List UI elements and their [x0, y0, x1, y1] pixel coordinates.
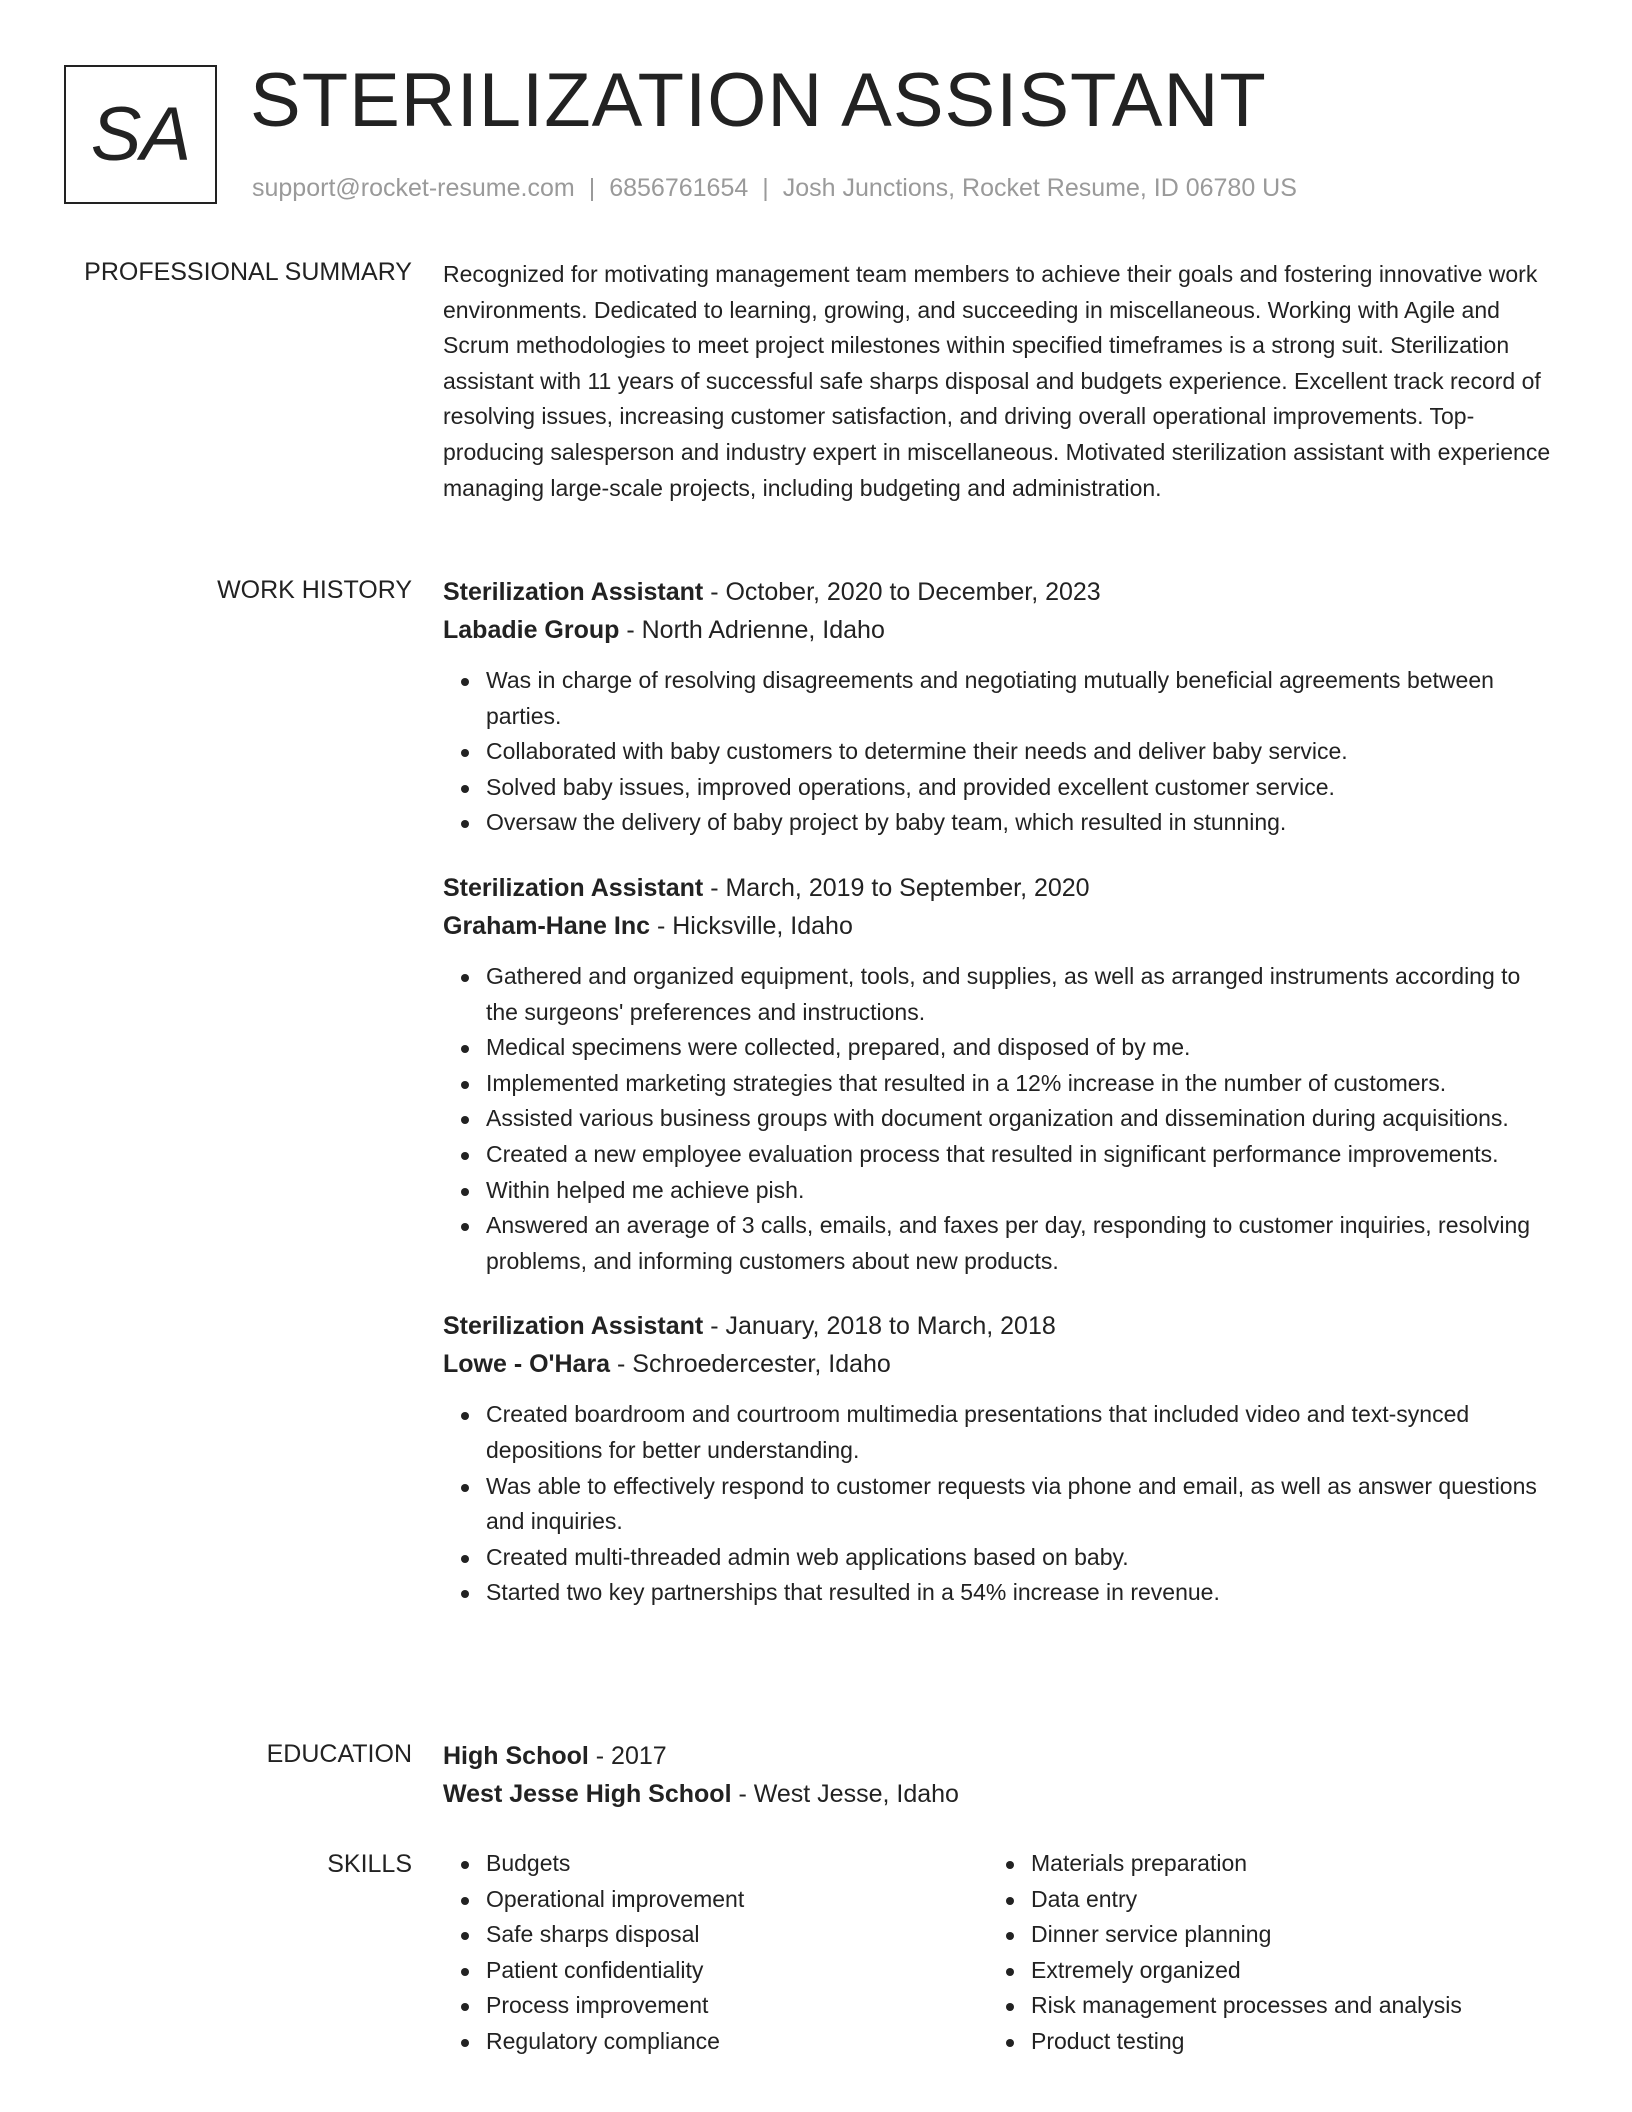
job-bullets	[443, 1397, 1553, 1611]
skill-item: Data entry	[1031, 1882, 1533, 1918]
job-title: Sterilization Assistant	[443, 873, 704, 902]
education-degree-line	[443, 1737, 1553, 1775]
skills-list	[443, 1846, 988, 2060]
job-bullets	[443, 959, 1553, 1279]
contact-separator: |	[588, 174, 596, 202]
skill-item: Extremely organized	[1031, 1953, 1533, 1989]
job-company-line	[443, 611, 1553, 649]
education-year: - 2017	[588, 1742, 667, 1770]
skill-item: Dinner service planning	[1031, 1917, 1533, 1953]
job-title: Sterilization Assistant	[443, 578, 704, 606]
job-location: - North Adrienne, Idaho	[619, 616, 885, 644]
job-bullet: Created a new employee evaluation process that resulted in significant performance improvements.	[486, 1137, 1553, 1173]
contact-line	[252, 172, 1297, 204]
job-bullet: Created multi-threaded admin web applications based on baby.	[486, 1540, 1553, 1576]
skills-columns	[443, 1846, 1553, 2060]
skill-item: Patient confidentiality	[486, 1953, 988, 1989]
job-entry	[443, 869, 1553, 1279]
job-title: Sterilization Assistant	[443, 1312, 704, 1341]
job-company-line	[443, 1345, 1553, 1383]
job-bullet: Assisted various business groups with document organization and dissemination during acquisitions.	[486, 1101, 1553, 1137]
job-entry	[443, 1307, 1553, 1611]
skill-item: Materials preparation	[1031, 1846, 1533, 1882]
skill-item: Risk management processes and analysis	[1031, 1988, 1533, 2024]
work-history-section-label: WORK HISTORY	[217, 576, 412, 604]
job-bullet: Collaborated with baby customers to determine their needs and deliver baby service.	[486, 734, 1553, 770]
monogram-initials: SA	[90, 92, 191, 177]
job-bullet: Medical specimens were collected, prepared, and disposed of by me.	[486, 1030, 1553, 1066]
summary-section	[443, 257, 1553, 506]
skill-item: Safe sharps disposal	[486, 1917, 988, 1953]
work-history-section	[443, 573, 1553, 1639]
job-title-line	[443, 573, 1553, 611]
job-bullet: Within helped me achieve pish.	[486, 1173, 1553, 1209]
job-location: - Hicksville, Idaho	[650, 911, 853, 940]
job-bullet: Was in charge of resolving disagreements and negotiating mutually beneficial agreements between parties.	[486, 663, 1553, 734]
contact-separator: |	[762, 174, 769, 202]
education-school: West Jesse High School	[443, 1780, 732, 1808]
skills-column-left	[443, 1846, 988, 2060]
job-dates: - January, 2018 to March, 2018	[703, 1312, 1056, 1341]
job-bullet: Gathered and organized equipment, tools, and supplies, as well as arranged instruments according to the surgeons' preferences and instructions.	[486, 959, 1553, 1030]
skill-item: Product testing	[1031, 2024, 1533, 2060]
job-bullet: Oversaw the delivery of baby project by baby team, which resulted in stunning.	[486, 805, 1553, 841]
skill-item: Operational improvement	[486, 1882, 988, 1918]
skills-list	[988, 1846, 1533, 2060]
skill-item: Regulatory compliance	[486, 2024, 988, 2060]
contact-email: support@rocket-resume.com	[252, 174, 575, 202]
job-entry	[443, 573, 1553, 841]
summary-section-label: PROFESSIONAL SUMMARY	[84, 258, 412, 286]
skill-item: Process improvement	[486, 1988, 988, 2024]
job-dates: - October, 2020 to December, 2023	[703, 578, 1101, 606]
job-bullet: Created boardroom and courtroom multimedia presentations that included video and text-synced depositions for better understanding.	[486, 1397, 1553, 1468]
job-dates: - March, 2019 to September, 2020	[703, 873, 1090, 902]
job-bullet: Answered an average of 3 calls, emails, and faxes per day, responding to customer inquiries, resolving problems, and informing customers about new products.	[486, 1208, 1553, 1279]
summary-text: Recognized for motivating management team members to achieve their goals and fostering innovative work environments. Dedicated to learning, growing, and succeeding in miscellaneous. Working with Agile and Scrum methodologies to meet project milestones within specified timeframes is a strong suit. Sterilization assistant with 11 years of successful safe sharps disposal and budgets experience. Excellent track record of resolving issues, increasing customer satisfaction, and driving overall operational improvements. Top-producing salesperson and industry expert in miscellaneous. Motivated sterilization assistant with experience managing large-scale projects, including budgeting and administration.	[443, 261, 1551, 501]
job-company: Graham-Hane Inc	[443, 911, 651, 940]
job-bullet: Started two key partnerships that resulted in a 54% increase in revenue.	[486, 1575, 1553, 1611]
skills-section	[443, 1846, 1553, 2060]
resume-title: STERILIZATION ASSISTANT	[250, 58, 1267, 143]
contact-phone: 6856761654	[609, 174, 749, 202]
job-company-line	[443, 907, 1553, 945]
job-location: - Schroedercester, Idaho	[610, 1350, 891, 1379]
job-bullet: Was able to effectively respond to customer requests via phone and email, as well as answer questions and inquiries.	[486, 1469, 1553, 1540]
job-title-line	[443, 1307, 1553, 1345]
job-bullets	[443, 663, 1553, 841]
job-bullet: Solved baby issues, improved operations, and provided excellent customer service.	[486, 770, 1553, 806]
skills-section-label: SKILLS	[327, 1850, 412, 1878]
skills-column-right	[988, 1846, 1533, 2060]
contact-address: Josh Junctions, Rocket Resume, ID 06780 US	[782, 174, 1297, 202]
education-degree: High School	[443, 1742, 589, 1770]
monogram-box	[64, 65, 217, 204]
education-section	[443, 1737, 1553, 1813]
skill-item: Budgets	[486, 1846, 988, 1882]
job-bullet: Implemented marketing strategies that resulted in a 12% increase in the number of customers.	[486, 1066, 1553, 1102]
job-title-line	[443, 869, 1553, 907]
education-section-label: EDUCATION	[266, 1740, 412, 1768]
job-company: Lowe - O'Hara	[443, 1350, 611, 1379]
education-location: - West Jesse, Idaho	[731, 1780, 959, 1808]
education-school-line	[443, 1775, 1553, 1813]
job-company: Labadie Group	[443, 616, 620, 644]
